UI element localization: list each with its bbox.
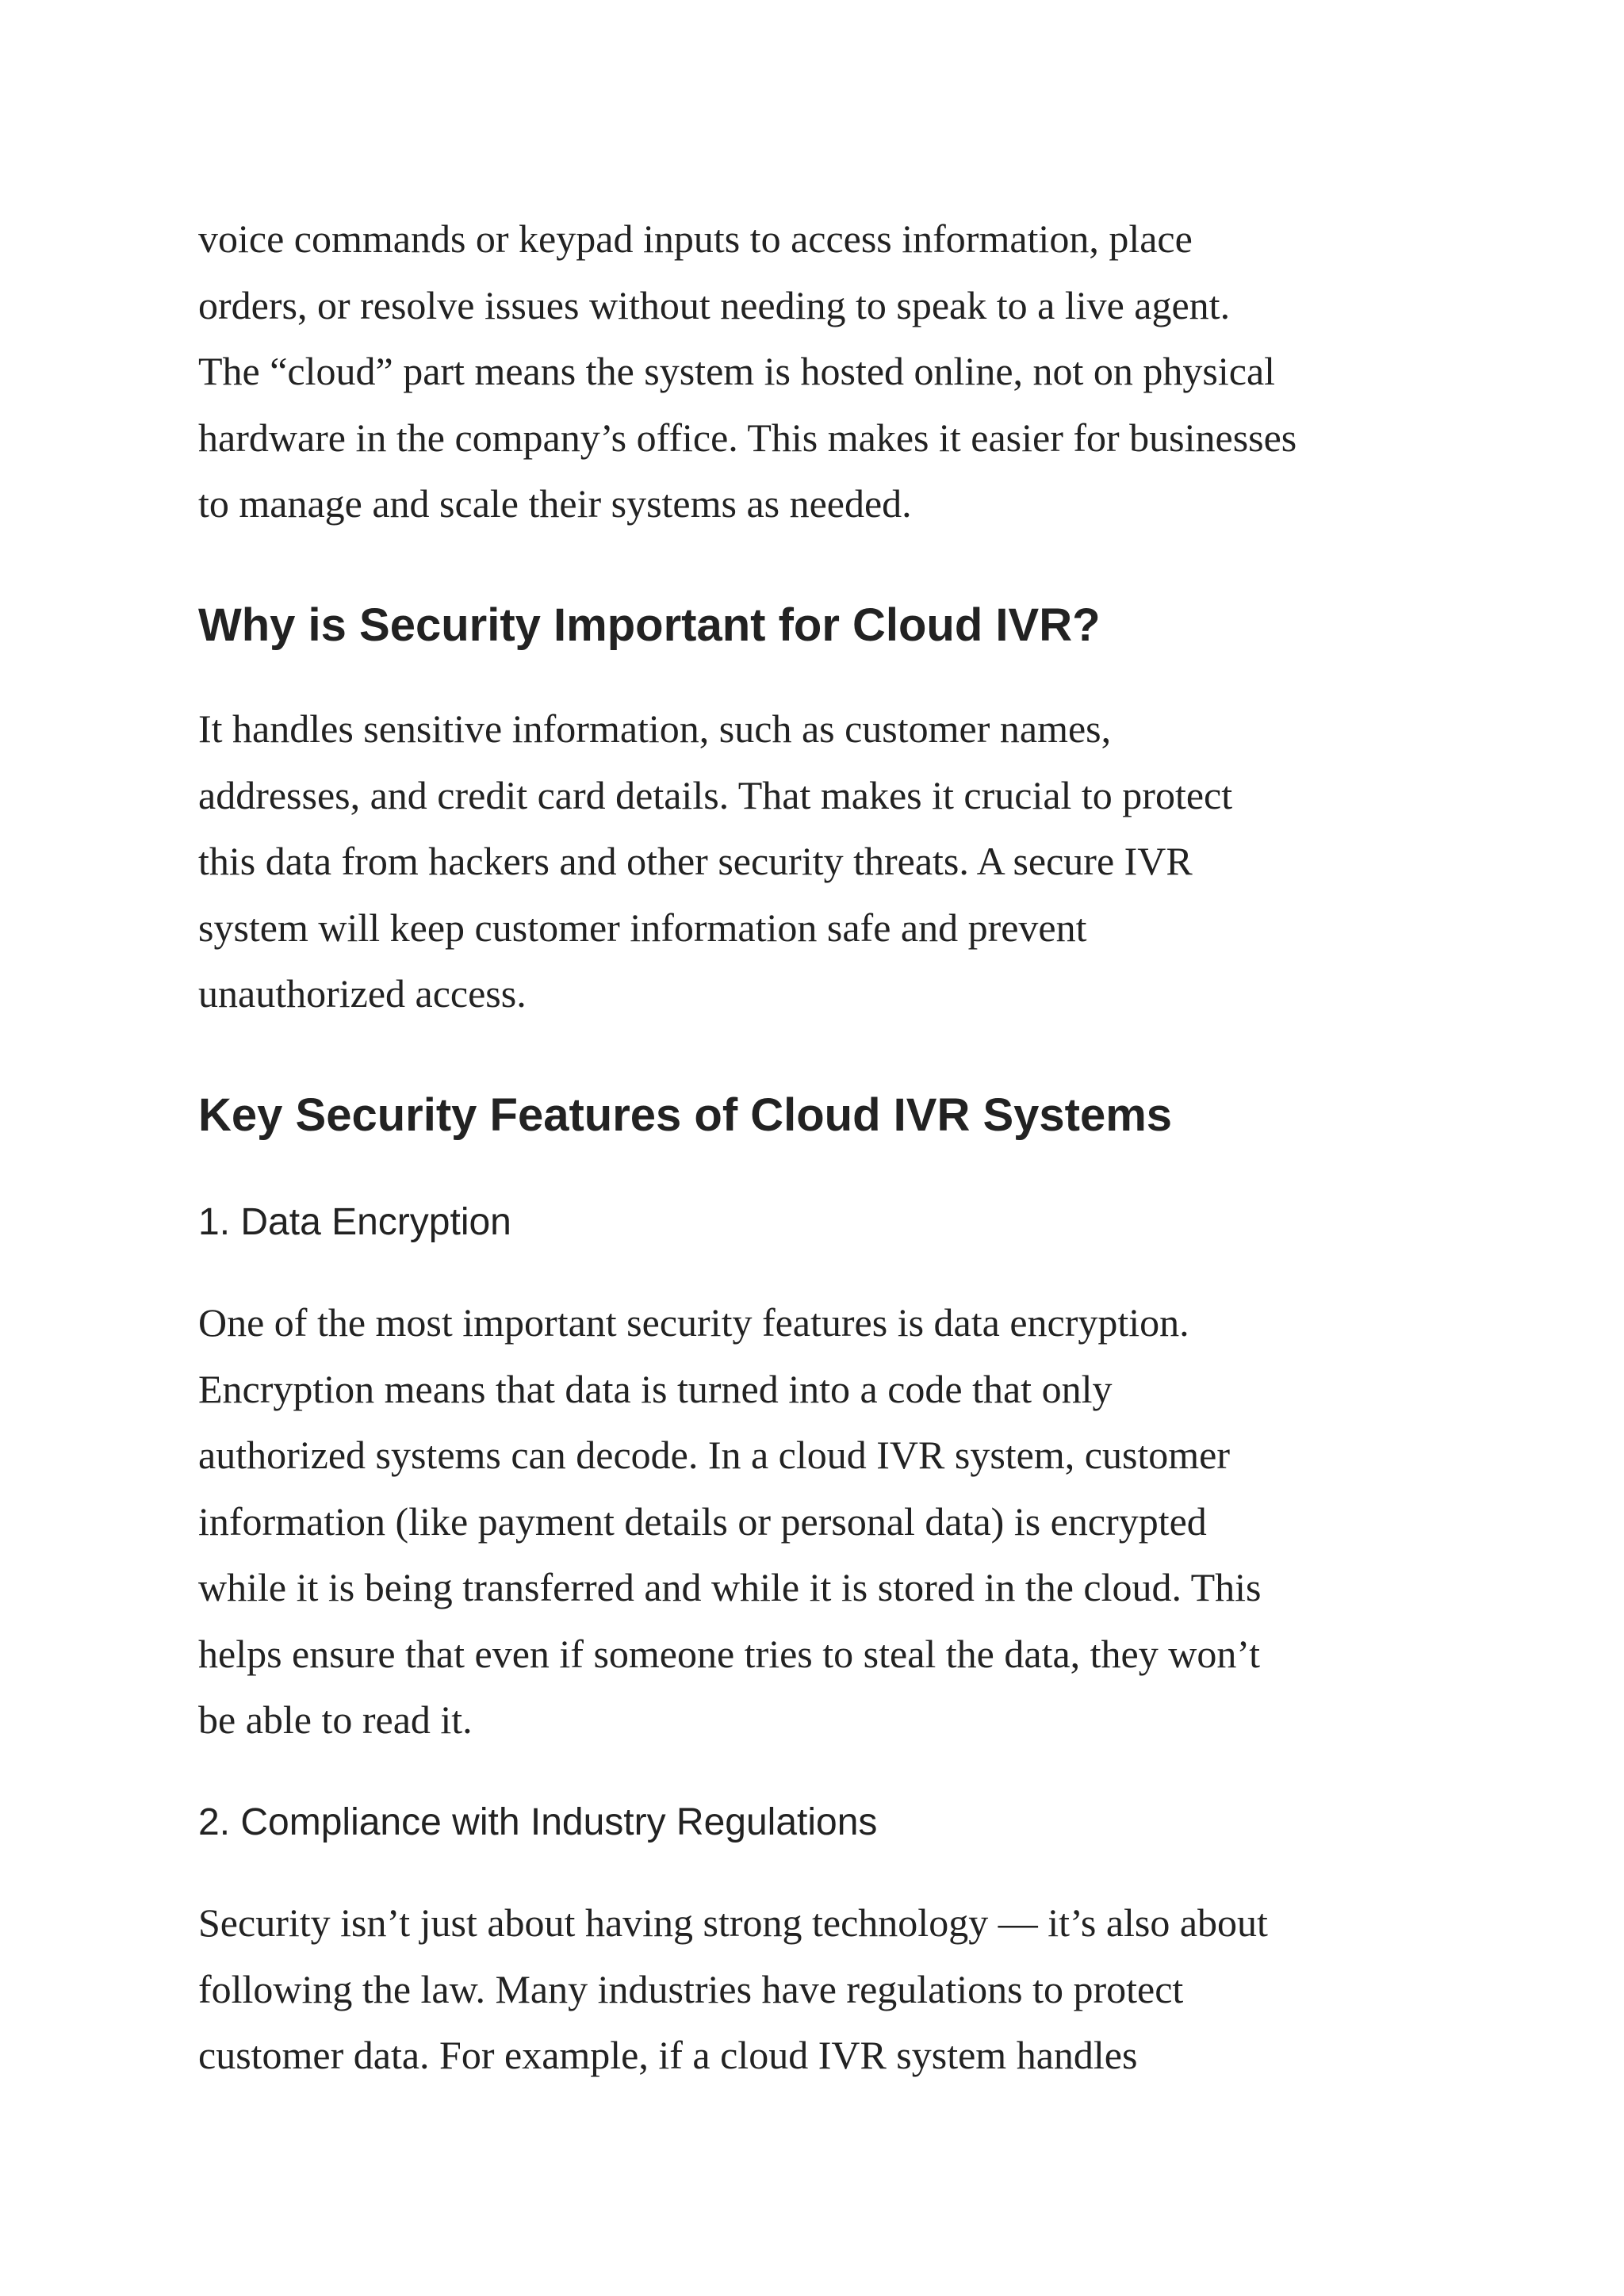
text-line: voice commands or keypad inputs to access information, place	[198, 216, 1193, 261]
intro-paragraph	[198, 206, 1467, 538]
text-line: authorized systems can decode. In a cloud IVR system, customer	[198, 1433, 1231, 1477]
text-line: orders, or resolve issues without needing to speak to a live agent.	[198, 282, 1231, 327]
compliance-paragraph	[198, 1890, 1467, 2089]
text-line: while it is being transferred and while it is stored in the cloud. This	[198, 1565, 1262, 1609]
text-line: be able to read it.	[198, 1697, 473, 1742]
text-line: The “cloud” part means the system is hosted online, not on physical	[198, 349, 1276, 393]
data-encryption-paragraph	[198, 1290, 1467, 1754]
text-line: this data from hackers and other security threats. A secure IVR	[198, 839, 1193, 883]
text-line: hardware in the company’s office. This makes it easier for businesses	[198, 415, 1297, 460]
text-line: to manage and scale their systems as needed.	[198, 481, 912, 526]
section-heading-security-importance: Why is Security Important for Cloud IVR?	[198, 599, 1101, 651]
text-line: system will keep customer information safe and prevent	[198, 905, 1087, 950]
text-line: It handles sensitive information, such as customer names,	[198, 706, 1112, 751]
section-heading-key-features: Key Security Features of Cloud IVR Systems	[198, 1089, 1173, 1141]
text-line: information (like payment details or personal data) is encrypted	[198, 1498, 1207, 1544]
text-line: following the law. Many industries have regulations to protect	[198, 1966, 1184, 2011]
text-line: One of the most important security features is data encryption.	[198, 1300, 1189, 1345]
text-line: customer data. For example, if a cloud IVR system handles	[198, 2033, 1138, 2077]
feature-title-data-encryption: 1. Data Encryption	[198, 1201, 511, 1243]
text-line: Encryption means that data is turned into a code that only	[198, 1366, 1113, 1411]
text-line: Security isn’t just about having strong technology — it’s also about	[198, 1900, 1268, 1945]
text-line: helps ensure that even if someone tries to steal the data, they won’t	[198, 1631, 1260, 1676]
feature-title-compliance: 2. Compliance with Industry Regulations	[198, 1801, 878, 1843]
text-line: addresses, and credit card details. That makes it crucial to protect	[198, 772, 1233, 817]
security-importance-paragraph	[198, 696, 1467, 1027]
text-line: unauthorized access.	[198, 971, 527, 1016]
